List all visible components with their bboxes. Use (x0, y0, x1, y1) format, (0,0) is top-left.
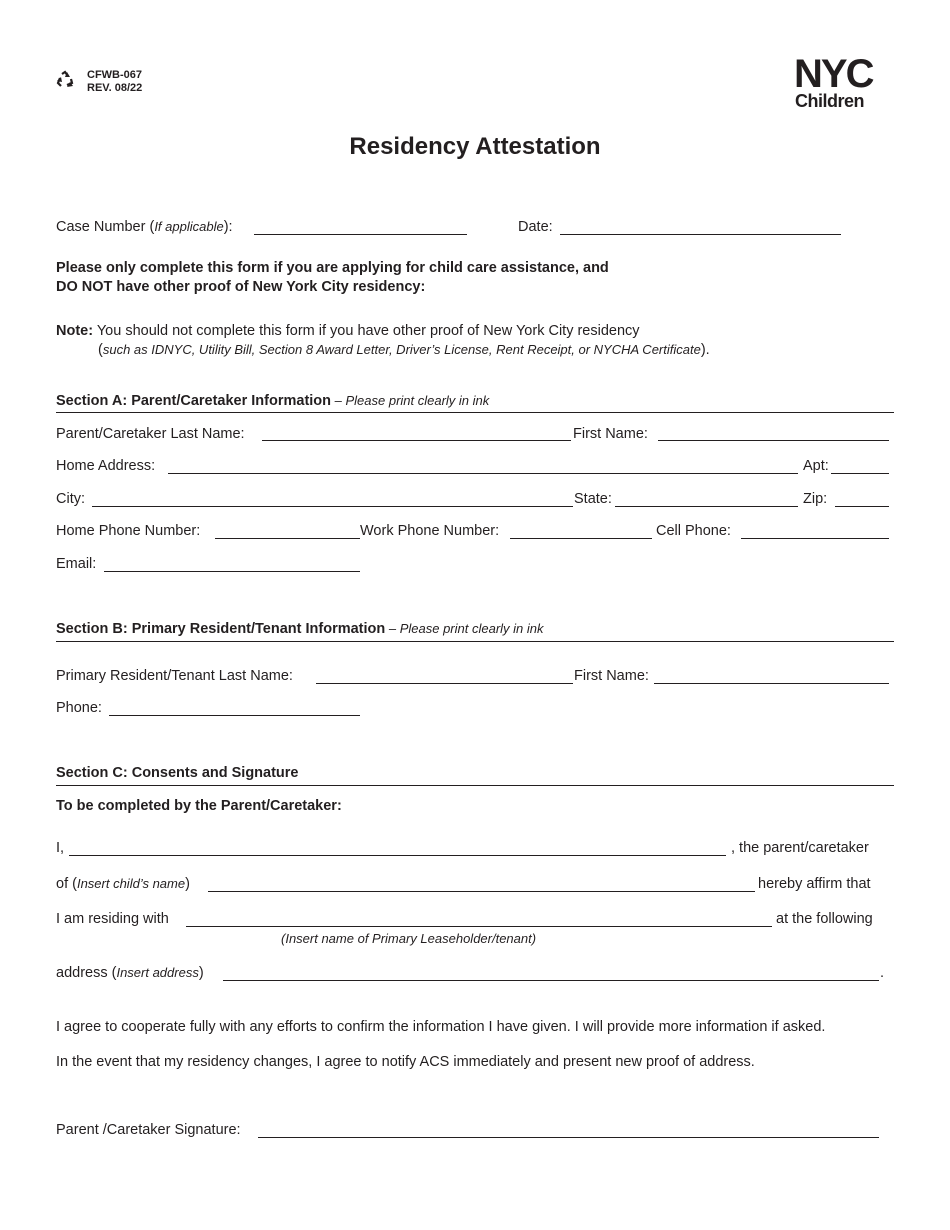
home-phone-label: Home Phone Number: (56, 523, 201, 539)
signature-label: Parent /Caretaker Signature: (56, 1122, 241, 1138)
address-end: . (880, 965, 885, 981)
case-label-post: ): (223, 219, 233, 235)
email-field[interactable] (104, 555, 360, 572)
section-a-sub: – Please print clearly in ink (331, 393, 490, 408)
section-c-rule (56, 785, 894, 786)
home-address-label: Home Address: (56, 458, 156, 474)
page-title: Residency Attestation (349, 133, 601, 160)
note-examples-open: ( (98, 342, 103, 358)
of-italic: Insert child’s name (76, 876, 186, 891)
home-address-field[interactable] (168, 457, 798, 474)
note-body: You should not complete this form if you have other proof of New York City residency (93, 323, 640, 339)
section-a-title: Section A: Parent/Caretaker Information (56, 393, 332, 409)
home-phone-field[interactable] (215, 522, 360, 539)
section-c-subheading: To be completed by the Parent/Caretaker: (56, 798, 342, 814)
case-number-field[interactable] (254, 218, 467, 235)
parent-last-name-label: Parent/Caretaker Last Name: (56, 426, 245, 442)
child-name-label (56, 876, 190, 892)
form-revision: REV. 08/22 (87, 82, 143, 94)
section-b-heading (56, 621, 544, 637)
case-number-label (56, 219, 233, 235)
affirm-suffix: hereby affirm that (758, 876, 871, 892)
section-a-rule (56, 412, 894, 413)
instruction-line-2: DO NOT have other proof of New York City residency: (56, 279, 426, 295)
date-field[interactable] (560, 218, 841, 235)
following-suffix: at the following (776, 911, 873, 927)
tenant-last-name-label: Primary Resident/Tenant Last Name: (56, 668, 293, 684)
note-examples-list: such as IDNYC, Utility Bill, Section 8 Award Letter, Driver’s License, Rent Receipt, or NYCHA Certificate (102, 342, 701, 357)
signature-field[interactable] (258, 1121, 879, 1138)
child-name-field[interactable] (208, 875, 755, 892)
section-b-rule (56, 641, 894, 642)
apt-label: Apt: (803, 458, 829, 474)
address-post: ) (198, 965, 204, 981)
residing-label: I am residing with (56, 911, 169, 927)
notify-text: In the event that my residency changes, I agree to notify ACS immediately and present new proof of address. (56, 1054, 755, 1070)
form-code: CFWB-067 (87, 69, 143, 81)
leaseholder-name-field[interactable] (186, 910, 772, 927)
note-label: Note: (56, 323, 94, 339)
email-label: Email: (56, 556, 97, 572)
cell-phone-label: Cell Phone: (656, 523, 731, 539)
recycle-icon (55, 70, 75, 90)
city-label: City: (56, 491, 85, 507)
date-label: Date: (518, 219, 553, 235)
state-field[interactable] (615, 490, 798, 507)
address-field[interactable] (223, 964, 879, 981)
note-examples-close: ). (700, 342, 710, 358)
city-field[interactable] (92, 490, 573, 507)
address-italic: Insert address (116, 965, 199, 980)
tenant-first-name-field[interactable] (654, 667, 889, 684)
parent-first-name-field[interactable] (658, 424, 889, 441)
instruction-line-1: Please only complete this form if you are applying for child care assistance, and (56, 260, 609, 276)
work-phone-field[interactable] (510, 522, 652, 539)
parent-caretaker-suffix: , the parent/caretaker (731, 840, 869, 856)
note-examples (98, 342, 710, 358)
section-c-heading: Section C: Consents and Signature (56, 765, 299, 781)
cell-phone-field[interactable] (741, 522, 889, 539)
apt-field[interactable] (831, 457, 889, 474)
nyc-children-logo (794, 52, 894, 111)
address-pre: address ( (56, 965, 117, 981)
section-b-title: Section B: Primary Resident/Tenant Information (56, 621, 386, 637)
address-label (56, 965, 204, 981)
case-label-italic: If applicable (154, 219, 224, 234)
zip-field[interactable] (835, 490, 889, 507)
parent-last-name-field[interactable] (262, 424, 571, 441)
tenant-first-name-label: First Name: (574, 668, 649, 684)
state-label: State: (574, 491, 612, 507)
zip-label: Zip: (803, 491, 828, 507)
section-a-heading (56, 393, 489, 409)
section-b-sub: – Please print clearly in ink (385, 621, 544, 636)
agree-text: I agree to cooperate fully with any efforts to confirm the information I have given. I will provide more information if asked. (56, 1019, 826, 1035)
work-phone-label: Work Phone Number: (360, 523, 500, 539)
parent-first-name-label: First Name: (573, 426, 648, 442)
logo-nyc-text: NYC (794, 52, 873, 96)
case-label-pre: Case Number ( (56, 219, 155, 235)
note-text (56, 323, 640, 339)
logo-children-text: Children (795, 91, 865, 111)
parent-name-field[interactable] (69, 839, 726, 856)
leaseholder-hint: (Insert name of Primary Leaseholder/tenant) (281, 931, 537, 946)
of-post: ) (185, 876, 190, 892)
tenant-last-name-field[interactable] (316, 667, 573, 684)
tenant-phone-field[interactable] (109, 699, 360, 716)
tenant-phone-label: Phone: (56, 700, 102, 716)
i-label: I, (56, 840, 65, 856)
of-pre: of ( (56, 876, 77, 892)
